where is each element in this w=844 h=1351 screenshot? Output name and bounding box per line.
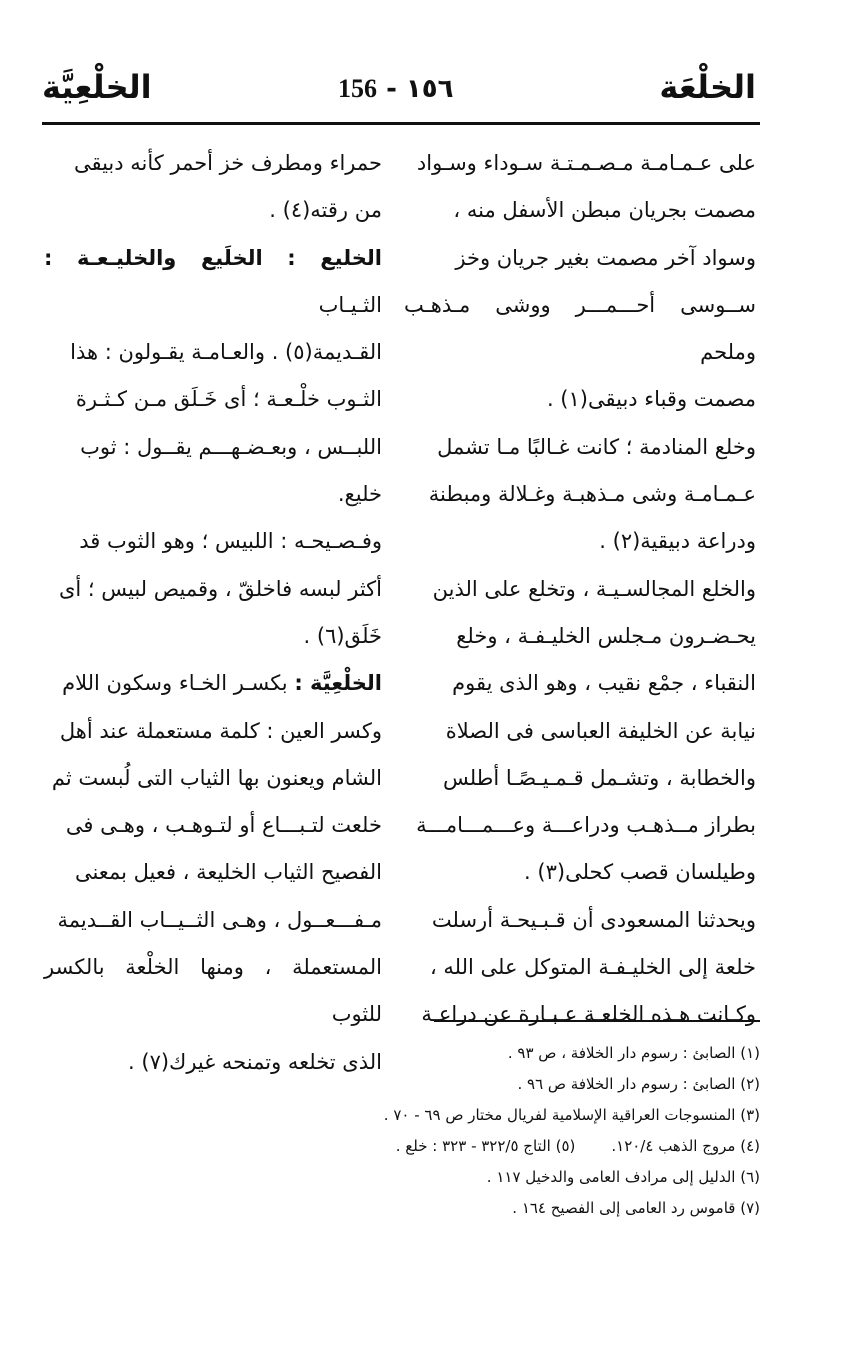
text-line: وكسر العين : كلمة مستعملة عند أهل xyxy=(59,718,382,743)
right-column xyxy=(404,140,756,1039)
text-line: خليع. xyxy=(337,482,382,507)
text-line: وخلع المنادمة ؛ كانت غـالبًا مـا تشمل xyxy=(437,434,756,459)
footnotes xyxy=(160,1038,760,1224)
text-line: الشام ويعنون بها الثياب التى لُبست ثم xyxy=(51,765,382,790)
text-line: وسواد آخر مصمت بغير جريان وخز xyxy=(455,245,756,270)
header-rule xyxy=(42,122,760,125)
footnote-5: (٥) التاج ٣٢٢/٥ - ٣٢٣ : خلع . xyxy=(395,1137,576,1155)
text-line: وفـصـيحـه : اللبيس ؛ وهو الثوب قد xyxy=(79,529,382,554)
footnote-3: (٣) المنسوجات العراقية الإسلامية لفريال مختار ص ٦٩ - ٧٠ . xyxy=(383,1106,760,1124)
page-number-latin: 156 xyxy=(338,74,377,103)
headword-khali: الخليع : الخلَيع والخليـعـة : xyxy=(44,245,382,270)
text-line: الذى تخلعه وتمنحه غيرك(٧) . xyxy=(128,1049,382,1074)
page-number xyxy=(338,74,454,104)
footnote-2: (٢) الصابئ : رسوم دار الخلافة ص ٩٦ . xyxy=(517,1075,760,1093)
text-line: بكسـر الخـاء وسكون اللام xyxy=(62,671,288,696)
running-head-left: الخلْعِيَّة xyxy=(42,68,152,106)
footnote-6: (٦) الدليل إلى مرادف العامى والدخيل ١١٧ . xyxy=(486,1168,760,1186)
text-line: النقباء ، جمْع نقيب ، وهو الذى يقوم xyxy=(452,671,756,696)
text-line: على عـمـامـة مـصـمـتـة سـوداء وسـواد xyxy=(416,151,756,175)
text-line: نيابة عن الخليفة العباسى فى الصلاة xyxy=(445,718,756,743)
footnote-1: (١) الصابئ : رسوم دار الخلافة ، ص ٩٣ . xyxy=(507,1044,760,1062)
left-column xyxy=(44,140,382,1086)
text-line: خلعت لتـبـــاع أو لتـوهـب ، وهـى فى xyxy=(65,813,382,838)
running-head-right: الخلْعَة xyxy=(659,68,756,106)
text-line: والخطابة ، وتشـمل قـمـيـصًـا أطلس xyxy=(442,765,756,790)
text-line: ودراعة دبيقية(٢) . xyxy=(599,529,756,554)
text-line: يحـضـرون مـجلس الخليـفـة ، وخلع xyxy=(456,623,756,648)
footnote-4: (٤) مروج الذهب ١٢٠/٤. xyxy=(611,1137,760,1155)
text-line: من رقته(٤) . xyxy=(269,198,382,223)
footnote-7: (٧) قاموس رد العامى إلى الفصيح ١٦٤ . xyxy=(512,1199,760,1217)
text-line: الثـيـاب xyxy=(318,292,382,317)
headword-khilia: الخلْعِيَّة : xyxy=(294,671,382,696)
text-line: القـديمة(٥) . والعـامـة يقـولون : هذا xyxy=(70,340,382,365)
text-line: مصمت بجريان مبطن الأسفل منه ، xyxy=(453,198,756,223)
text-line: أكثر لبسه فاخلقّ ، وقميص لبيس ؛ أى xyxy=(58,576,382,601)
entry-line xyxy=(44,660,382,707)
text-line: ســوسى أحـــمـــر ووشى مـذهـب وملحم xyxy=(404,292,756,365)
text-line: ويحدثنا المسعودى أن قـبـيحـة أرسلت xyxy=(431,907,756,932)
page-number-dash: - xyxy=(386,74,397,104)
text-line: مصمت وقباء دبيقى(١) . xyxy=(546,387,756,412)
text-line: والخلع المجالسـيـة ، وتخلع على الذين xyxy=(432,576,756,601)
text-line: بطراز مــذهـب ودراعـــة وعـــمـــامـــة xyxy=(416,813,756,838)
text-line: اللبــس ، وبعـضـهـــم يقــول : ثوب xyxy=(80,434,382,459)
text-line: الفصيح الثياب الخليعة ، فعيل بمعنى xyxy=(74,860,382,885)
entry-line xyxy=(44,235,382,330)
text-line: خلعة إلى الخليـفـة المتوكل على الله ، xyxy=(429,955,756,980)
text-line: حمراء ومطرف خز أحمر كأنه دبيقى xyxy=(73,151,382,175)
text-line: المستعملة ، ومنها الخلْعة بالكسر للثوب xyxy=(44,955,382,1027)
footnote-4-5 xyxy=(160,1131,760,1162)
footnote-rule xyxy=(434,1020,760,1022)
text-line: عـمـامـة وشى مـذهبـة وغـلالة ومبطنة xyxy=(428,482,756,507)
text-line: وكـانت هـذه الخلعـة عـبـارة عن دراعـة xyxy=(421,1002,756,1027)
text-line: خَلَق(٦) . xyxy=(303,623,382,648)
text-line: الثـوب خلْـعـة ؛ أى خَـلَق مـن كـثـرة xyxy=(75,387,382,412)
text-line: مـفـــعــول ، وهـى الثــيــاب القــديمة xyxy=(57,907,382,932)
page-number-arabic: ١٥٦ xyxy=(405,74,454,104)
text-line: وطيلسان قصب كحلى(٣) . xyxy=(524,860,756,885)
